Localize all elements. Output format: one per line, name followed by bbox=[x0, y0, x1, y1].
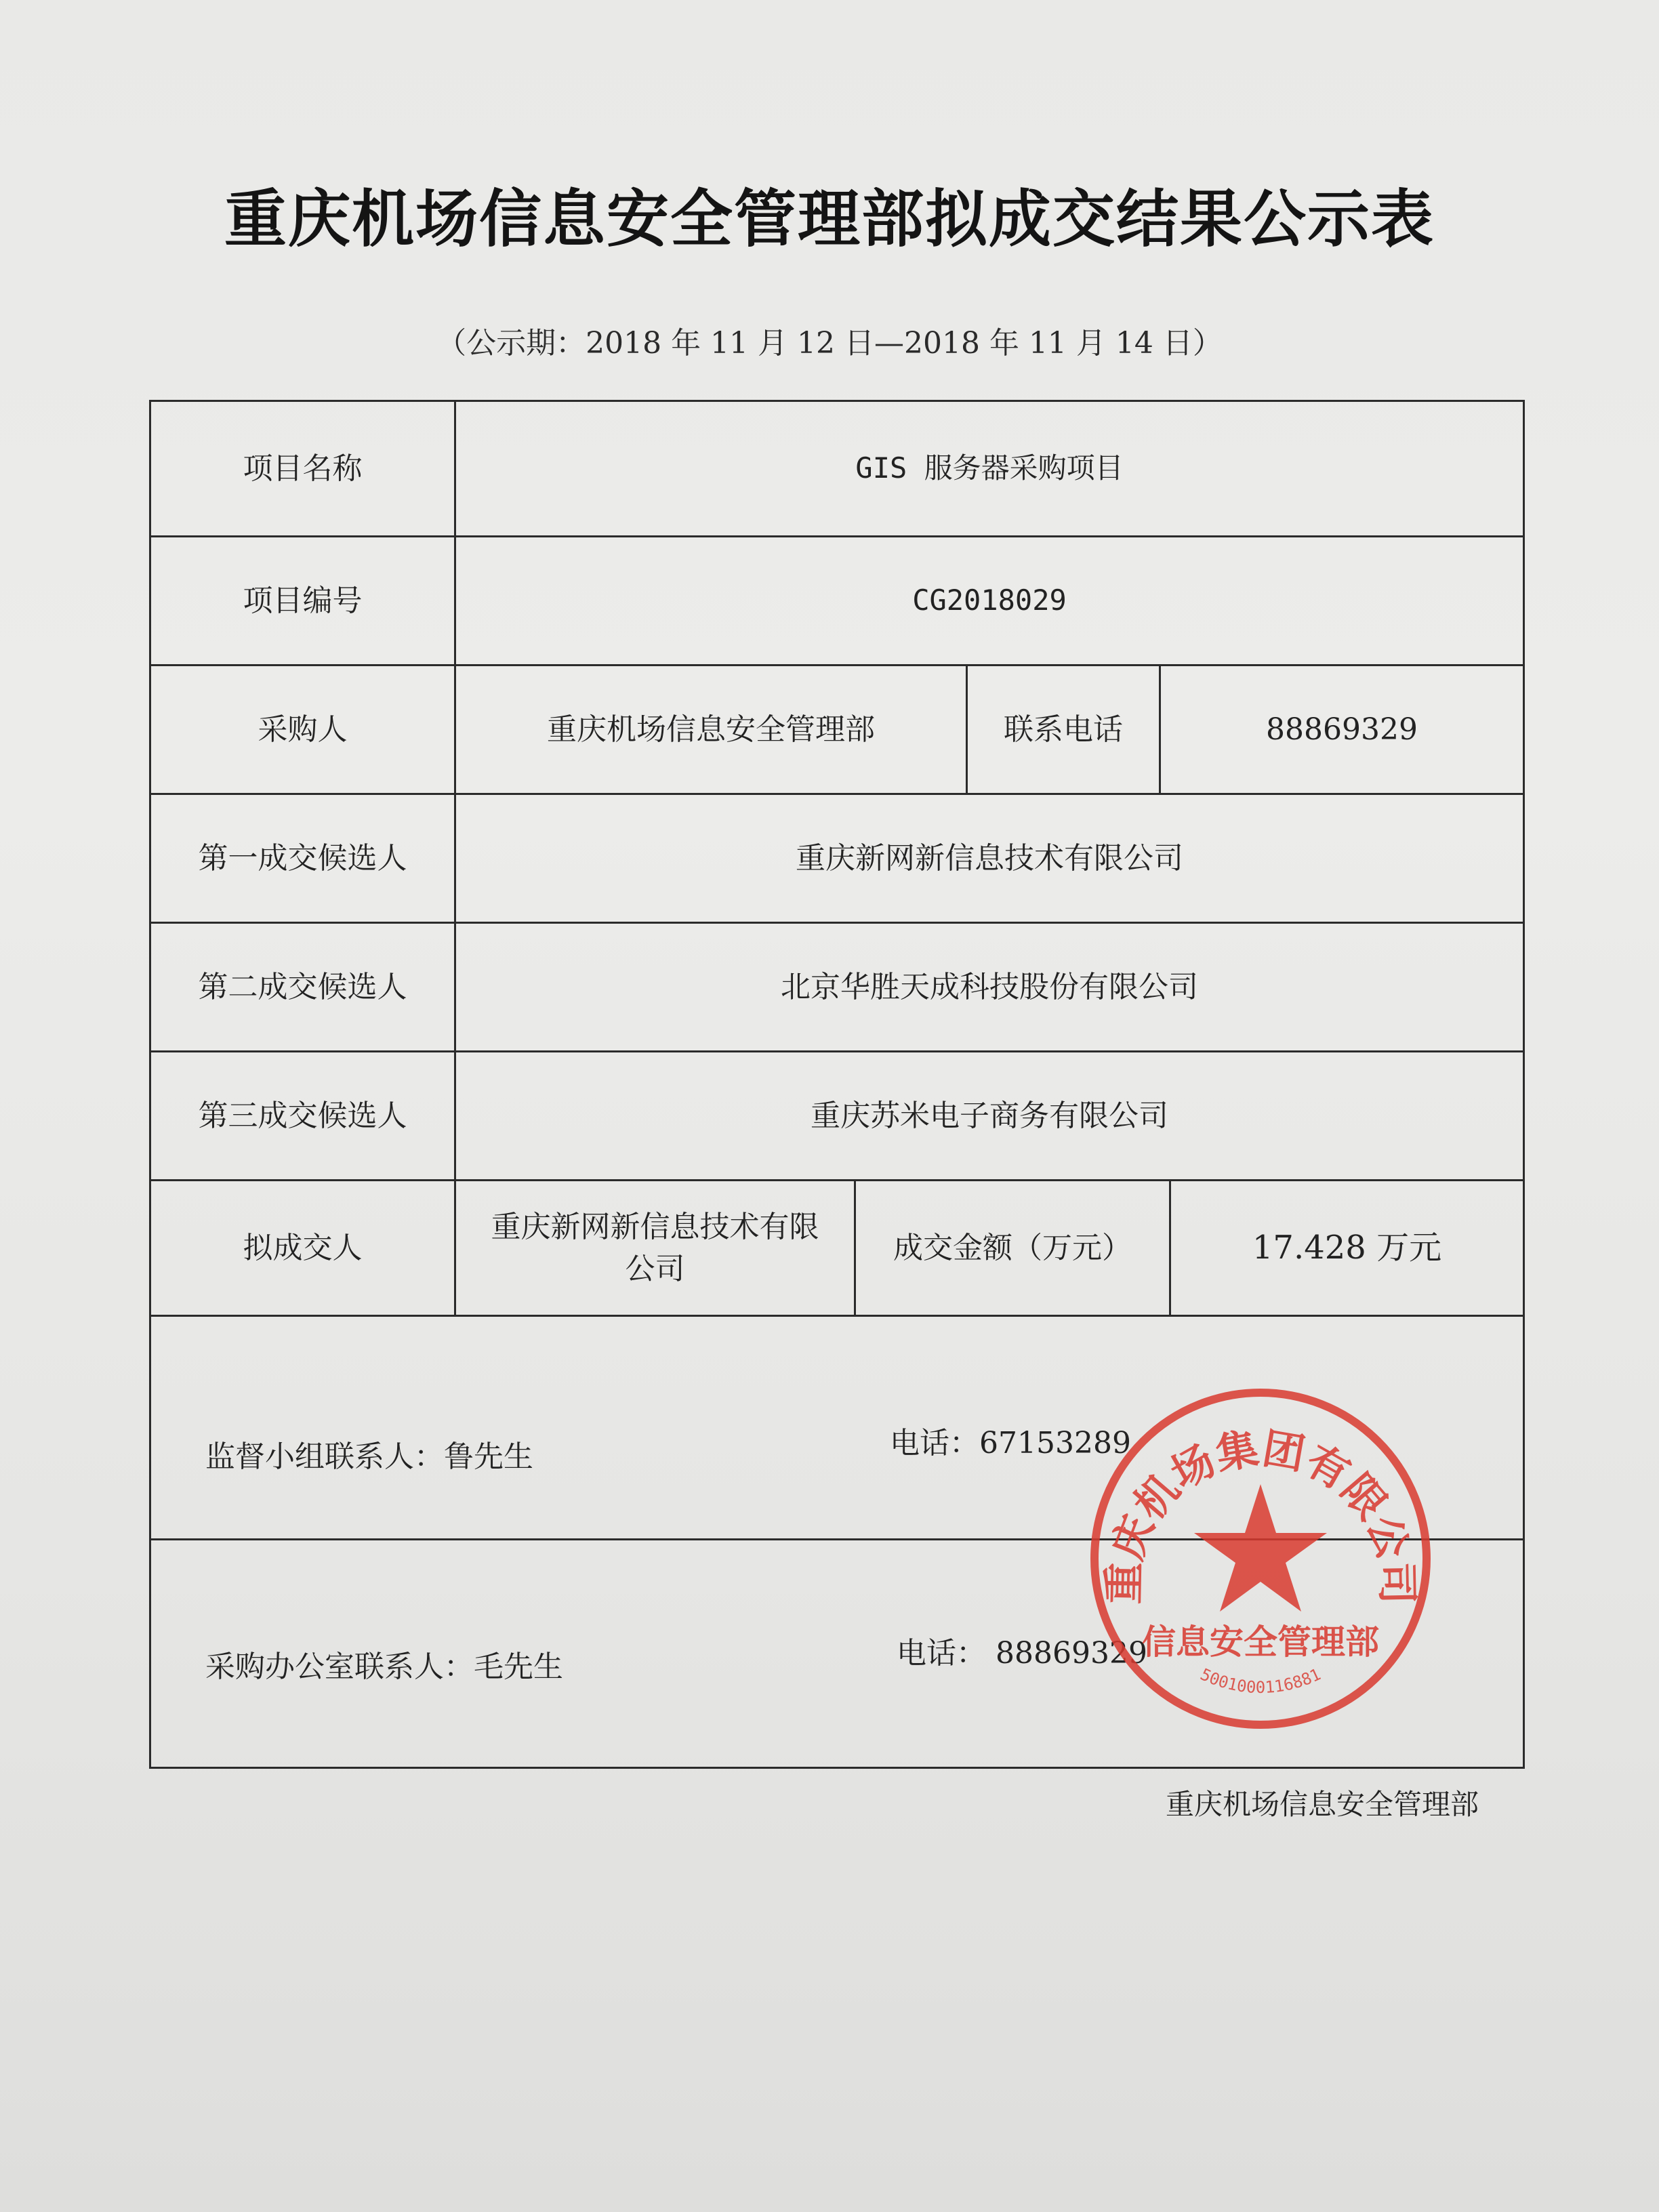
project-name-value: GIS 服务器采购项目 bbox=[855, 451, 1124, 485]
table-row-project-no bbox=[151, 537, 1523, 666]
office-contact: 采购办公室联系人：毛先生 bbox=[205, 1650, 563, 1684]
candidate-1-label: 第一成交候选人 bbox=[151, 795, 456, 922]
project-no-value: CG2018029 bbox=[912, 583, 1067, 617]
seal-star-icon bbox=[1194, 1484, 1327, 1612]
table-row-purchaser bbox=[151, 666, 1523, 795]
candidate-1-value: 重庆新网新信息技术有限公司 bbox=[796, 840, 1183, 876]
seal-outer-text: 重庆机场集团有限公司 bbox=[1099, 1423, 1422, 1605]
page-title: 重庆机场信息安全管理部拟成交结果公示表 bbox=[224, 183, 1435, 255]
table-row-project-name bbox=[151, 402, 1523, 537]
table-row-winner bbox=[151, 1181, 1523, 1317]
phone-label: 联系电话 bbox=[968, 666, 1161, 793]
candidate-3-value: 重庆苏米电子商务有限公司 bbox=[811, 1098, 1168, 1133]
official-seal bbox=[1084, 1382, 1437, 1735]
phone-value: 88869329 bbox=[1266, 712, 1418, 747]
seal-code-text: 5001000116881 bbox=[1197, 1664, 1324, 1698]
table-row-candidate-3 bbox=[151, 1052, 1523, 1181]
table-row-candidate-2 bbox=[151, 924, 1523, 1052]
project-no-label: 项目编号 bbox=[151, 537, 456, 664]
project-name-label: 项目名称 bbox=[151, 402, 456, 535]
candidate-2-value: 北京华胜天成科技股份有限公司 bbox=[781, 969, 1198, 1004]
winner-label: 拟成交人 bbox=[151, 1181, 456, 1315]
publicity-period: （公示期：2018 年 11 月 12 日—2018 年 11 月 14 日） bbox=[436, 326, 1223, 361]
winner-value: 重庆新网新信息技术有限公司 bbox=[456, 1181, 856, 1315]
supervisor-phone: 电话：67153289 bbox=[890, 1426, 1131, 1460]
purchaser-value: 重庆机场信息安全管理部 bbox=[456, 666, 968, 793]
purchaser-label: 采购人 bbox=[151, 666, 456, 793]
amount-value: 17.428 万元 bbox=[1252, 1228, 1442, 1267]
amount-label: 成交金额（万元） bbox=[856, 1181, 1171, 1315]
footer-organization: 重庆机场信息安全管理部 bbox=[1166, 1788, 1479, 1821]
supervisor-contact: 监督小组联系人：鲁先生 bbox=[205, 1439, 533, 1474]
office-phone: 电话： 88869329 bbox=[897, 1636, 1147, 1671]
candidate-3-label: 第三成交候选人 bbox=[151, 1052, 456, 1179]
candidate-2-label: 第二成交候选人 bbox=[151, 924, 456, 1050]
seal-inner-text: 信息安全管理部 bbox=[1142, 1622, 1379, 1662]
table-row-candidate-1 bbox=[151, 795, 1523, 924]
